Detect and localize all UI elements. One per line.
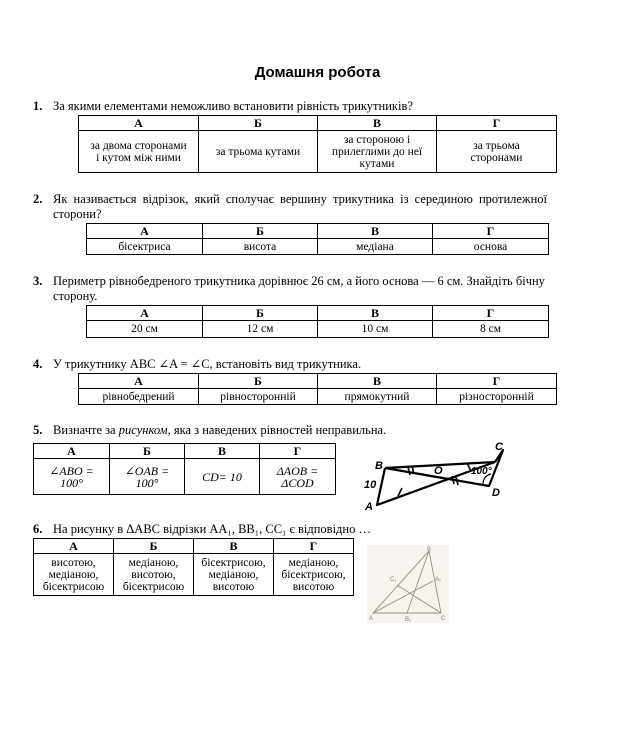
answer-option-a[interactable] [79, 131, 199, 173]
label-c1: C₁ [390, 577, 397, 583]
answer-option-b[interactable]: 12 см [203, 321, 318, 338]
question-text-line1: Як називається відрізок, який сполучає вершину трикутника із серединою протилежної [53, 192, 547, 206]
answer-option-b[interactable] [199, 131, 318, 173]
answer-option-g[interactable] [260, 459, 336, 495]
answer-option-b[interactable]: висота [203, 239, 318, 255]
answer-table-2 [86, 223, 549, 255]
question-text-italic: рисунком, [118, 423, 171, 437]
option-line: кутами [359, 157, 395, 170]
label-angle: 100° [471, 466, 492, 477]
question-6 [33, 522, 433, 538]
header-b: Б [114, 539, 194, 554]
question-text: На рисунку в ΔABC відрізки AA₁, BB₁, CC₁ є відповідно … [53, 522, 371, 536]
question-text-line2: сторону. [53, 289, 98, 303]
option-line: медіаною, [128, 556, 179, 569]
option-line: бісектрисою, [201, 556, 266, 569]
header-b: Б [199, 116, 318, 131]
option-line: медіаною, [208, 568, 259, 581]
figure-triangle-cevians [367, 545, 449, 623]
header-v: В [318, 306, 433, 321]
answer-option-v[interactable]: 10 см [318, 321, 433, 338]
header-b: Б [203, 306, 318, 321]
question-text-line1: Периметр рівнобедреного трикутника дорівнює 26 см, а його основа — 6 см. Знайдіть бічну [53, 274, 545, 288]
option-line: бісектрисою [42, 580, 105, 593]
label-a: A [365, 501, 373, 513]
option-line: бісектрисою [122, 580, 185, 593]
label-o: O [434, 465, 443, 477]
question-text [53, 423, 386, 438]
option-line: за двома сторонами [90, 139, 187, 152]
answer-table-6 [33, 538, 354, 596]
question-1 [33, 99, 613, 115]
header-g: Г [437, 374, 557, 389]
answer-option-g[interactable] [274, 554, 354, 596]
question-number: 2. [33, 192, 43, 206]
header-b: Б [110, 444, 185, 459]
header-b: Б [199, 374, 318, 389]
answer-option-v[interactable]: медіана [318, 239, 433, 255]
option-line: ∠OAB = [124, 463, 170, 478]
header-a: А [79, 116, 199, 131]
question-text: У трикутнику ABC ∠A = ∠C, встановіть вид трикутника. [53, 357, 362, 371]
header-a: А [34, 539, 114, 554]
answer-option-a[interactable]: 20 см [87, 321, 203, 338]
header-g: Г [437, 116, 557, 131]
header-g: Г [433, 306, 549, 321]
header-a: А [87, 306, 203, 321]
label-side-length: 10 [364, 479, 377, 491]
header-b: Б [203, 224, 318, 239]
option-line: ΔCOD [281, 475, 314, 490]
question-number: 3. [33, 274, 43, 288]
question-number: 4. [33, 357, 43, 371]
answer-option-v[interactable] [185, 459, 260, 495]
label-b: B [375, 460, 383, 472]
header-a: А [79, 374, 199, 389]
label-a: A [369, 616, 374, 622]
answer-option-a[interactable]: рівнобедрений [79, 389, 199, 405]
option-line: висотою [292, 580, 335, 593]
header-v: В [318, 116, 437, 131]
answer-option-b[interactable]: рівносторонній [199, 389, 318, 405]
option-line: бісектрисою, [281, 568, 346, 581]
option-line: за стороною і [343, 133, 411, 146]
header-v: В [318, 374, 437, 389]
question-text-pre: Визначте за [53, 423, 116, 437]
option-line: 100° [60, 475, 83, 490]
header-a: А [87, 224, 203, 239]
option-line: і кутом між ними [96, 151, 181, 164]
answer-option-a[interactable] [34, 554, 114, 596]
answer-option-g[interactable]: 8 см [433, 321, 549, 338]
question-number: 1. [33, 99, 43, 113]
option-line: сторонами [470, 151, 523, 164]
label-d: D [492, 487, 500, 499]
answer-option-g[interactable] [437, 131, 557, 173]
label-b: B [427, 547, 432, 553]
figure-crossed-triangles [355, 436, 515, 516]
option-line: ∠ABO = [49, 463, 94, 478]
question-4 [33, 357, 608, 373]
question-text-post: яка з наведених рівностей неправильна. [173, 423, 387, 437]
answer-option-a[interactable] [34, 459, 110, 495]
option-line: висотою, [51, 556, 96, 569]
answer-option-a[interactable]: бісектриса [87, 239, 203, 255]
option-line: за трьома кутами [215, 145, 301, 158]
option-line: медіаною, [48, 568, 99, 581]
answer-option-v[interactable]: прямокутний [318, 389, 437, 405]
question-3 [33, 274, 608, 306]
option-line: CD= 10 [202, 469, 242, 484]
option-line: ΔAOB = [276, 463, 319, 478]
label-a1: A₁ [435, 577, 442, 583]
header-g: Г [274, 539, 354, 554]
label-c: C [441, 616, 446, 622]
option-line: висотою [212, 580, 255, 593]
answer-table-4 [78, 373, 557, 405]
header-v: В [318, 224, 433, 239]
option-line: висотою, [131, 568, 176, 581]
option-line: прилеглими до неї [331, 145, 423, 158]
answer-option-b[interactable] [114, 554, 194, 596]
answer-option-v[interactable] [194, 554, 274, 596]
header-v: В [185, 444, 260, 459]
header-a: А [34, 444, 110, 459]
answer-table-3 [86, 305, 549, 338]
answer-table-1 [78, 115, 557, 173]
answer-option-b[interactable] [110, 459, 185, 495]
label-b1: B₁ [405, 617, 412, 623]
header-g: Г [433, 224, 549, 239]
option-line: 100° [135, 475, 159, 490]
header-g: Г [260, 444, 336, 459]
question-number: 6. [33, 522, 43, 536]
answer-table-5 [33, 443, 336, 495]
answer-option-v[interactable] [318, 131, 437, 173]
question-number: 5. [33, 423, 43, 437]
question-text: За якими елементами неможливо встановити рівність трикутників? [53, 99, 413, 113]
answer-option-g[interactable]: різносторонній [437, 389, 557, 405]
label-c: C [495, 441, 503, 453]
header-v: В [194, 539, 274, 554]
option-line: медіаною, [288, 556, 339, 569]
answer-option-g[interactable]: основа [433, 239, 549, 255]
option-line: за трьома [473, 139, 520, 152]
question-2 [33, 192, 608, 224]
question-text-line2: сторони? [53, 207, 102, 221]
page-title: Домашня робота [254, 64, 381, 81]
